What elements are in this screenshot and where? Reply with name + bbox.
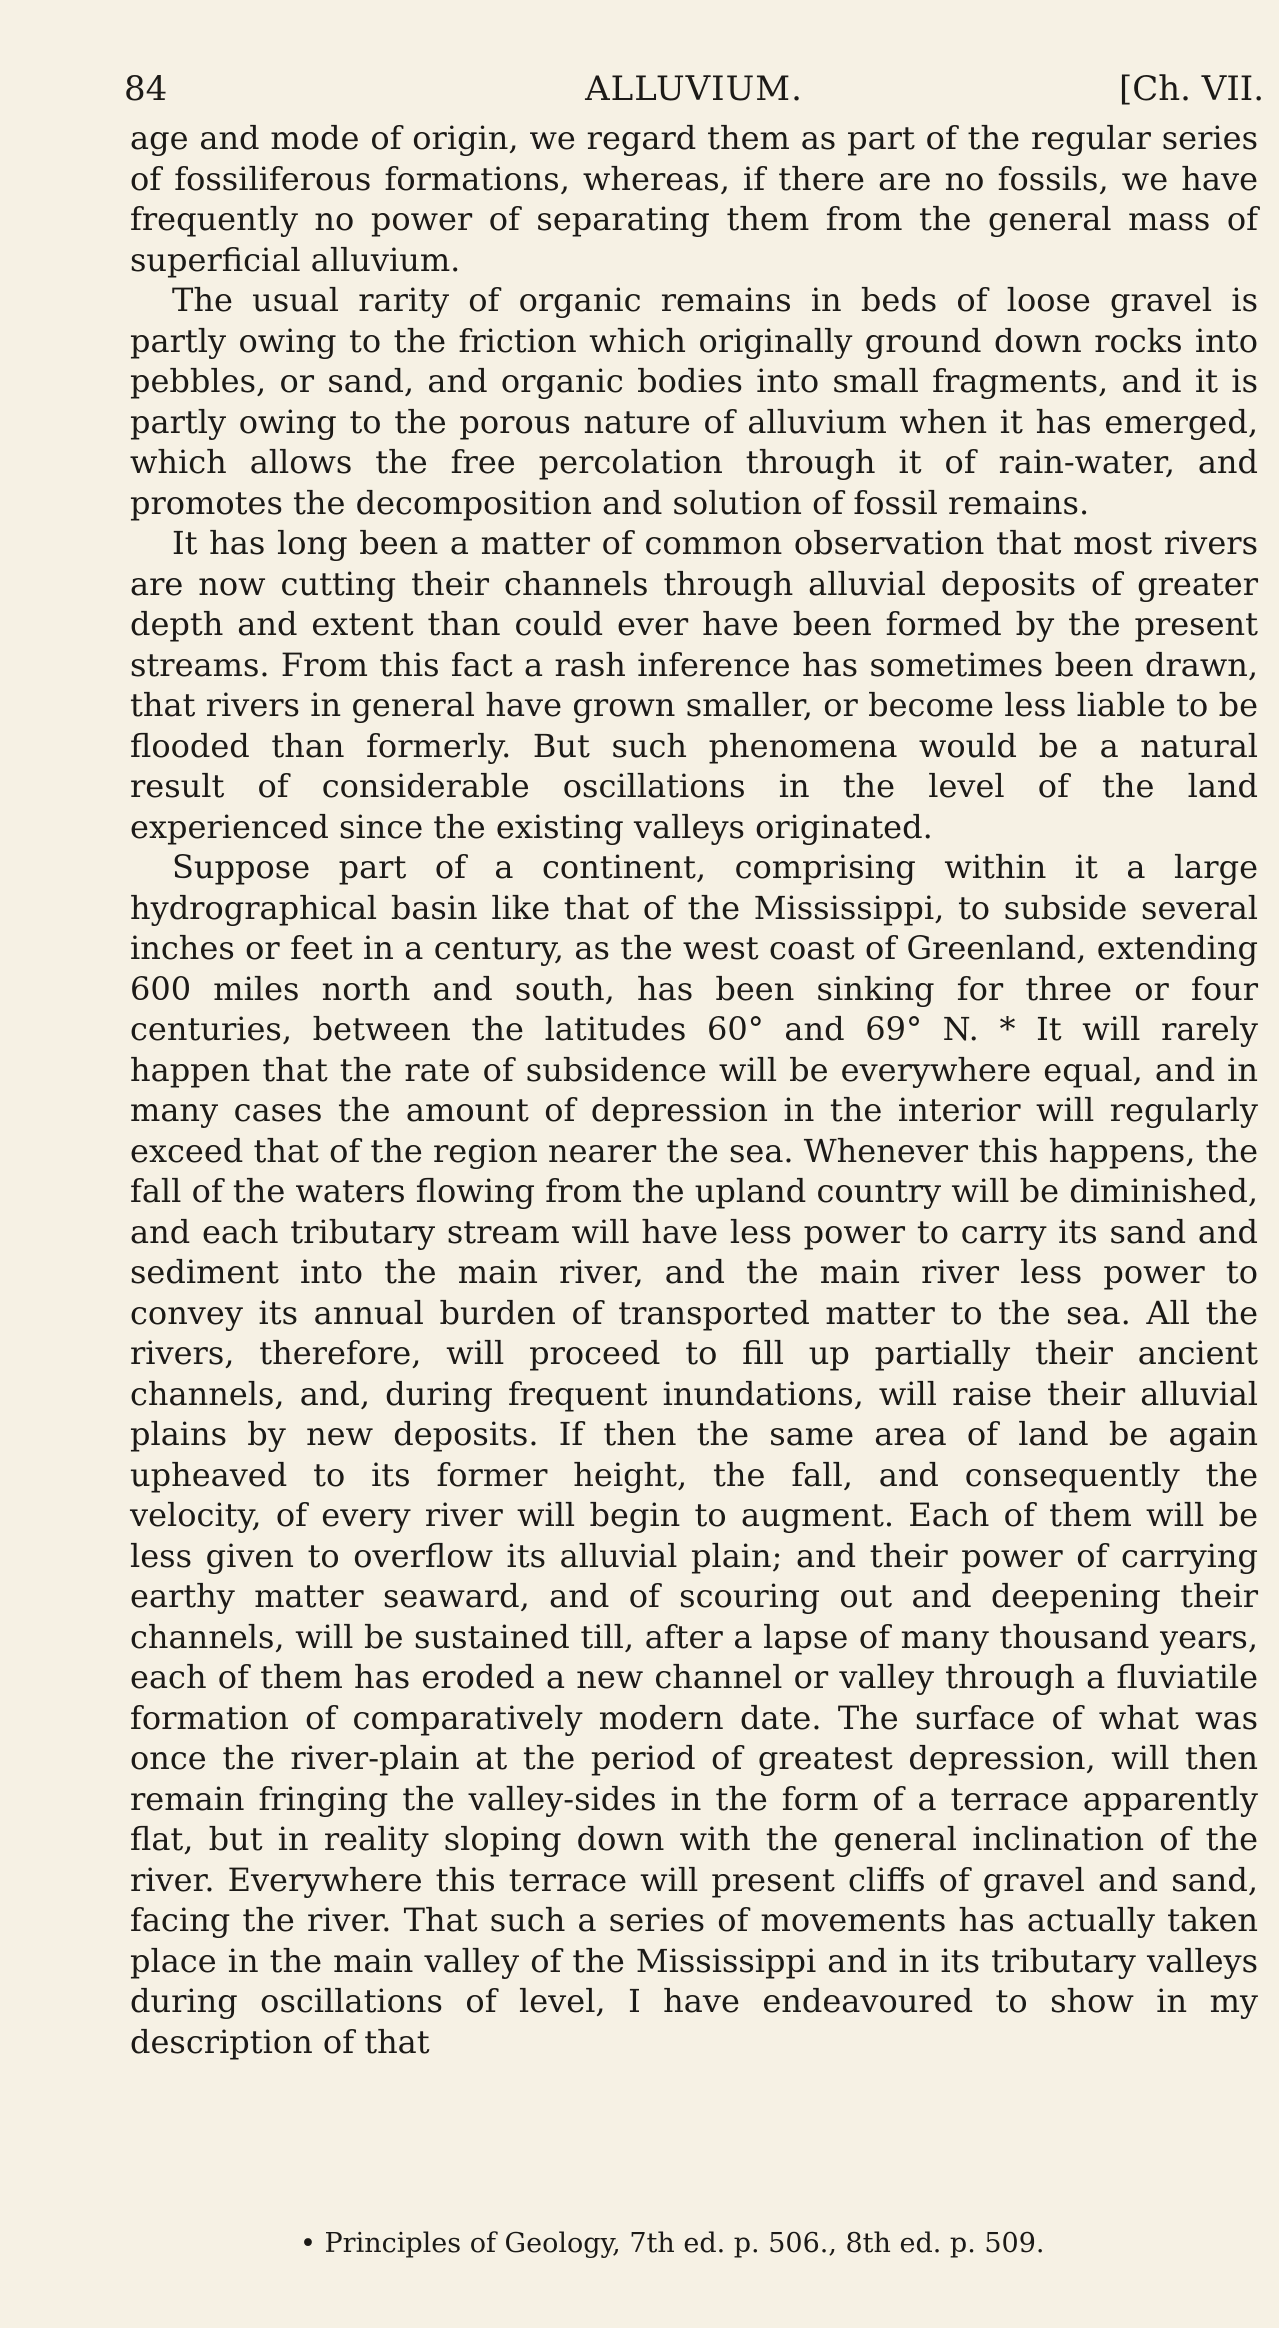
- chapter-label: [Ch. VII.: [1118, 69, 1264, 109]
- running-title: ALLUVIUM.: [585, 69, 803, 109]
- paragraph: Suppose part of a continent, comprising within it a large hydrographical basin like that of the Mississippi, to subside several inches or feet in a century, as the west coast of Greenland, extending 600 miles north and south, has been sinking for three or four centuries, between the latitudes 60° and 69° N. * It will rarely happen that the rate of subsidence will be everywhere equal, and in many cases the amount of depression in the interior will regularly exceed that of the region nearer the sea. Whenever this happens, the fall of the waters flowing from the upland country will be diminished, and each tributary stream will have less power to carry its sand and sediment into the main river, and the main river less power to convey its annual burden of transported matter to the sea. All the rivers, therefore, will proceed to fill up partially their ancient channels, and, during frequent inundations, will raise their alluvial plains by new deposits. If then the same area of land be again upheaved to its former height, the fall, and consequently the velocity, of every river will begin to augment. Each of them will be less given to overflow its alluvial plain; and their power of carrying earthy matter seaward, and of scouring out and deepening their channels, will be sustained till, after a lapse of many thousand years, each of them has eroded a new channel or valley through a fluviatile formation of comparatively modern date. The surface of what was once the river-plain at the period of greatest depression, will then remain fringing the valley-sides in the form of a terrace apparently flat, but in reality sloping down with the general inclination of the river. Everywhere this terrace will present cliffs of gravel and sand, facing the river. That such a series of movements has actually taken place in the main valley of the Mississippi and in its tributary valleys during oscillations of level, I have endeavoured to show in my description of that: [130, 848, 1258, 2061]
- page-number: 84: [124, 69, 168, 109]
- paragraph: It has long been a matter of common observation that most rivers are now cutting their channels through alluvial deposits of greater depth and extent than could ever have been formed by the present streams. From this fact a rash inference has sometimes been drawn, that rivers in general have grown smaller, or become less liable to be flooded than formerly. But such phenomena would be a natural result of considerable oscillations in the level of the land experienced since the existing valleys originated.: [130, 524, 1258, 846]
- footnote: • Principles of Geology, 7th ed. p. 506., 8th ed. p. 509.: [300, 2228, 1045, 2259]
- body-text: [130, 118, 1258, 2062]
- paragraph: The usual rarity of organic remains in beds of loose gravel is partly owing to the friction which originally ground down rocks into pebbles, or sand, and organic bodies into small fragments, and it is partly owing to the porous nature of alluvium when it has emerged, which allows the free percolation through it of rain-water, and promotes the decomposition and solution of fossil remains.: [130, 281, 1258, 522]
- page-header: [124, 64, 1264, 114]
- paragraph: age and mode of origin, we regard them as part of the regular series of fossiliferous formations, whereas, if there are no fossils, we have frequently no power of separating them from the general mass of superficial alluvium.: [130, 119, 1258, 279]
